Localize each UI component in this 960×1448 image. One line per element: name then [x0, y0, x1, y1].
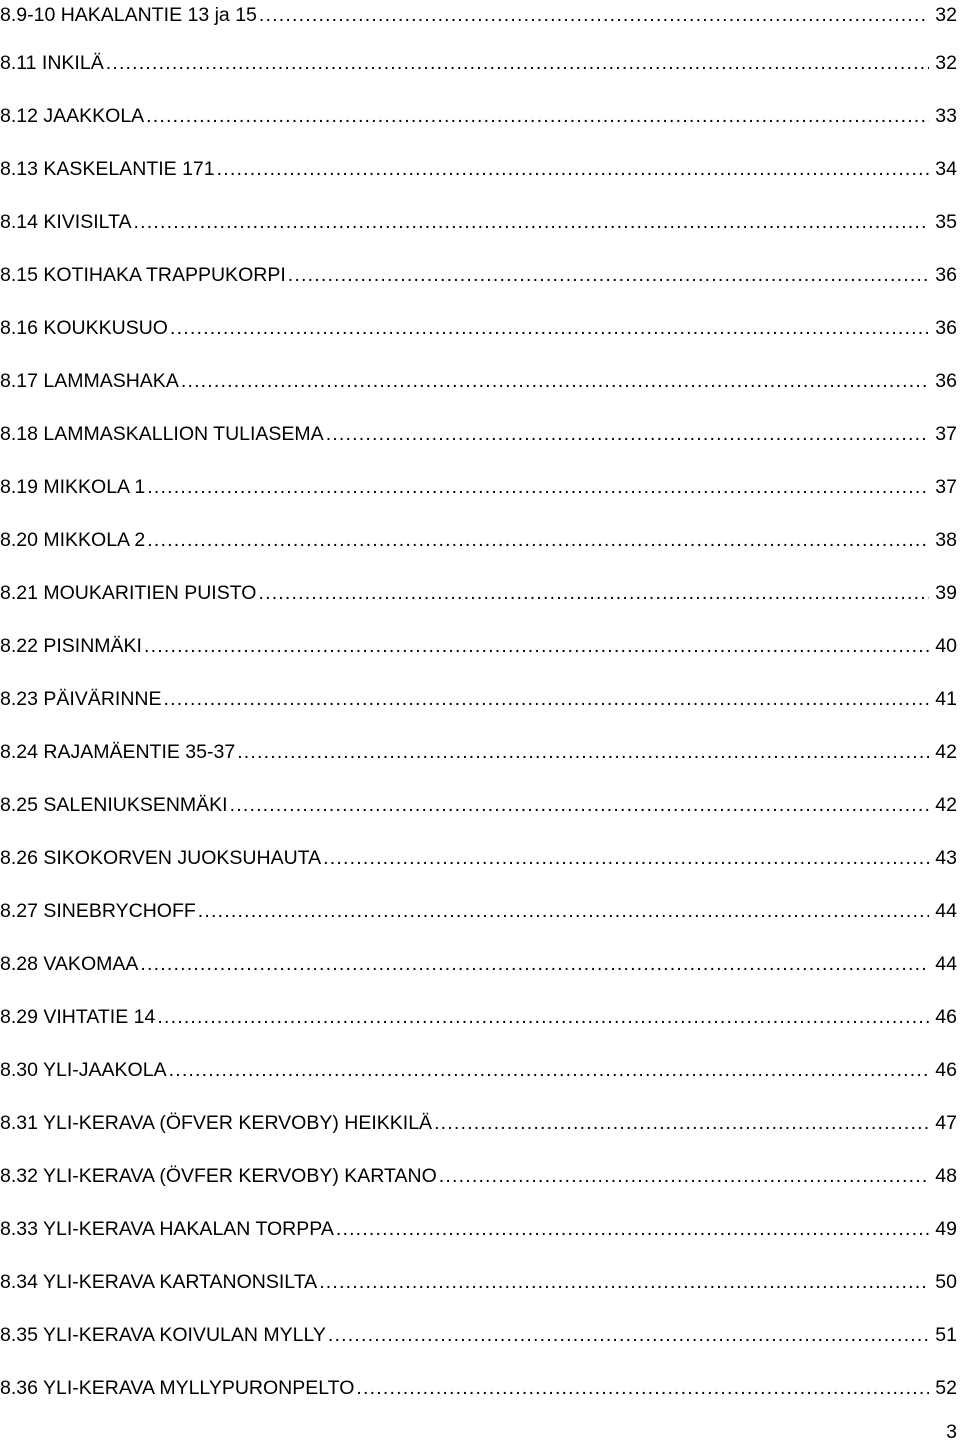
- toc-dot-leader: [147, 525, 929, 555]
- toc-dot-leader: [434, 1108, 929, 1138]
- toc-entry-title: 8.26 SIKOKORVEN JUOKSUHAUTA: [0, 847, 322, 869]
- toc-entry-title: 8.34 YLI-KERAVA KARTANONSILTA: [0, 1271, 318, 1293]
- toc-entry[interactable]: [0, 1002, 957, 1032]
- toc-entry[interactable]: [0, 843, 957, 873]
- toc-dot-leader: [439, 1161, 930, 1191]
- toc-entry[interactable]: [0, 737, 957, 767]
- toc-entry[interactable]: [0, 207, 957, 237]
- toc-entry[interactable]: [0, 1373, 957, 1403]
- toc-entry-title: 8.18 LAMMASKALLION TULIASEMA: [0, 423, 324, 445]
- toc-dot-leader: [259, 0, 929, 30]
- toc-entry-title: 8.23 PÄIVÄRINNE: [0, 688, 162, 710]
- toc-entry[interactable]: [0, 631, 957, 661]
- toc-dot-leader: [319, 1267, 929, 1297]
- toc-entry-title: 8.20 MIKKOLA 2: [0, 529, 146, 551]
- toc-entry[interactable]: [0, 1161, 957, 1191]
- toc-dot-leader: [134, 207, 930, 237]
- toc-dot-leader: [237, 737, 929, 767]
- toc-dot-leader: [169, 1055, 930, 1085]
- toc-entry-page: 40: [935, 635, 957, 657]
- toc-entry-page: 48: [935, 1165, 957, 1187]
- toc-dot-leader: [181, 366, 929, 396]
- toc-entry-page: 36: [935, 317, 957, 339]
- toc-dot-leader: [288, 260, 930, 290]
- toc-entry-page: 32: [935, 4, 957, 26]
- toc-entry-title: 8.29 VIHTATIE 14: [0, 1006, 156, 1028]
- toc-entry-page: 39: [935, 582, 957, 604]
- toc-entry[interactable]: [0, 366, 957, 396]
- toc-entry-page: 43: [935, 847, 957, 869]
- toc-entry-title: 8.12 JAAKKOLA: [0, 105, 145, 127]
- toc-dot-leader: [170, 313, 929, 343]
- toc-entry[interactable]: [0, 1055, 957, 1085]
- toc-entry[interactable]: [0, 0, 957, 30]
- toc-entry-title: 8.15 KOTIHAKA TRAPPUKORPI: [0, 264, 286, 286]
- toc-entry-page: 38: [935, 529, 957, 551]
- toc-entry-title: 8.30 YLI-JAAKOLA: [0, 1059, 167, 1081]
- toc-entry[interactable]: [0, 949, 957, 979]
- toc-entry[interactable]: [0, 684, 957, 714]
- toc-dot-leader: [144, 631, 929, 661]
- toc-entry[interactable]: [0, 1320, 957, 1350]
- toc-entry-title: 8.16 KOUKKUSUO: [0, 317, 168, 339]
- toc-entry-title: 8.19 MIKKOLA 1: [0, 476, 146, 498]
- toc-entry-page: 46: [935, 1059, 957, 1081]
- toc-entry-page: 46: [935, 1006, 957, 1028]
- toc-entry-page: 41: [935, 688, 957, 710]
- toc-entry-page: 44: [935, 900, 957, 922]
- toc-dot-leader: [258, 578, 929, 608]
- toc-entry[interactable]: [0, 101, 957, 131]
- toc-entry[interactable]: [0, 313, 957, 343]
- toc-dot-leader: [147, 472, 929, 502]
- toc-entry-title: 8.17 LAMMASHAKA: [0, 370, 179, 392]
- toc-entry-title: 8.21 MOUKARITIEN PUISTO: [0, 582, 257, 604]
- toc-entry-title: 8.11 INKILÄ: [0, 52, 104, 74]
- toc-entry-title: 8.35 YLI-KERAVA KOIVULAN MYLLY: [0, 1324, 326, 1346]
- toc-entry-title: 8.9-10 HAKALANTIE 13 ja 15: [0, 4, 257, 26]
- toc-entry-title: 8.32 YLI-KERAVA (ÖVFER KERVOBY) KARTANO: [0, 1165, 437, 1187]
- toc-dot-leader: [336, 1214, 929, 1244]
- toc-dot-leader: [328, 1320, 929, 1350]
- toc-entry-page: 32: [935, 52, 957, 74]
- page-number: 3: [946, 1421, 957, 1443]
- toc-entry-page: 37: [935, 476, 957, 498]
- toc-entry[interactable]: [0, 790, 957, 820]
- toc-entry[interactable]: [0, 896, 957, 926]
- toc-dot-leader: [326, 419, 930, 449]
- toc-entry-title: 8.22 PISINMÄKI: [0, 635, 142, 657]
- toc-entry[interactable]: [0, 154, 957, 184]
- toc-dot-leader: [146, 101, 929, 131]
- toc-entry-title: 8.33 YLI-KERAVA HAKALAN TORPPA: [0, 1218, 334, 1240]
- toc-entry[interactable]: [0, 525, 957, 555]
- toc-entry-page: 47: [935, 1112, 957, 1134]
- toc-entry-page: 42: [935, 794, 957, 816]
- toc-entry-title: 8.13 KASKELANTIE 171: [0, 158, 215, 180]
- toc-entry[interactable]: [0, 578, 957, 608]
- toc-entry-page: 42: [935, 741, 957, 763]
- toc-dot-leader: [140, 949, 929, 979]
- toc-dot-leader: [230, 790, 930, 820]
- toc-entry-page: 36: [935, 264, 957, 286]
- toc-entry-page: 50: [935, 1271, 957, 1293]
- toc-entry[interactable]: [0, 419, 957, 449]
- toc-entry-title: 8.27 SINEBRYCHOFF: [0, 900, 196, 922]
- toc-entry-page: 35: [935, 211, 957, 233]
- toc-entry-page: 36: [935, 370, 957, 392]
- toc-entry-page: 44: [935, 953, 957, 975]
- toc-entry[interactable]: [0, 260, 957, 290]
- toc-dot-leader: [106, 48, 930, 78]
- toc-entry-title: 8.24 RAJAMÄENTIE 35-37: [0, 741, 236, 763]
- toc-entry[interactable]: [0, 472, 957, 502]
- toc-entry[interactable]: [0, 1267, 957, 1297]
- toc-entry-page: 52: [935, 1377, 957, 1399]
- toc-entry[interactable]: [0, 1108, 957, 1138]
- toc-dot-leader: [217, 154, 930, 184]
- toc-entry-title: 8.36 YLI-KERAVA MYLLYPURONPELTO: [0, 1377, 355, 1399]
- toc-entry-page: 34: [935, 158, 957, 180]
- toc-dot-leader: [157, 1002, 929, 1032]
- toc-entry-page: 49: [935, 1218, 957, 1240]
- toc-entry-page: 51: [935, 1324, 957, 1346]
- toc-entry[interactable]: [0, 1214, 957, 1244]
- toc-entry-title: 8.14 KIVISILTA: [0, 211, 132, 233]
- toc-entry-title: 8.28 VAKOMAA: [0, 953, 139, 975]
- toc-entry-page: 33: [935, 105, 957, 127]
- toc-entry[interactable]: [0, 48, 957, 78]
- toc-dot-leader: [356, 1373, 929, 1403]
- toc-entry-title: 8.25 SALENIUKSENMÄKI: [0, 794, 228, 816]
- toc-entry-page: 37: [935, 423, 957, 445]
- toc-entry-title: 8.31 YLI-KERAVA (ÖFVER KERVOBY) HEIKKILÄ: [0, 1112, 433, 1134]
- toc-dot-leader: [323, 843, 929, 873]
- toc-dot-leader: [198, 896, 930, 926]
- toc-dot-leader: [163, 684, 929, 714]
